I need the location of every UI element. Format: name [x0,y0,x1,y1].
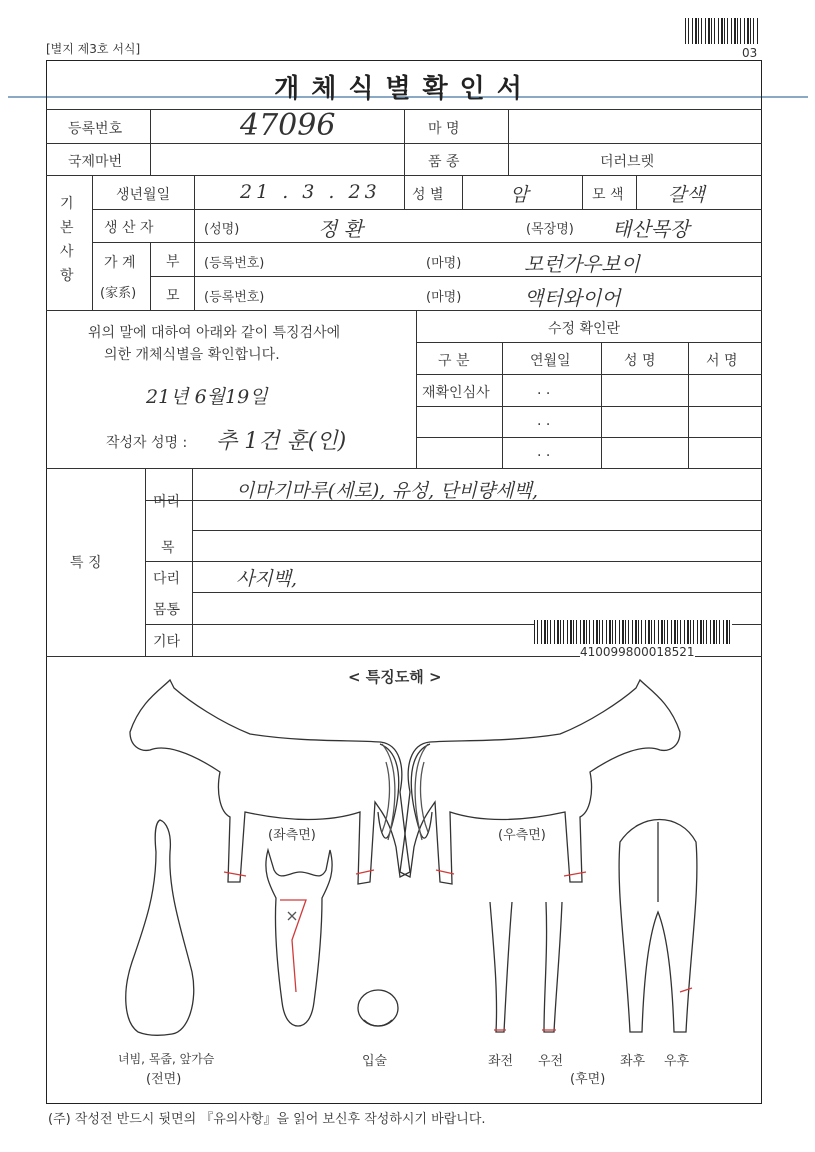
sire-name-value: 모런가우보이 [524,252,640,276]
rev-row1-type: 재확인심사 [422,385,490,401]
left-side-horse [130,680,410,884]
producer-name-value: 정 환 [318,217,363,241]
lips-label: 입술 [362,1054,388,1069]
dam-reg-hint: (등록번호) [204,290,265,305]
horse-diagram [60,672,750,1092]
front-label: (전면) [146,1072,182,1087]
legs-label: 다리 [153,571,181,587]
writer-label: 작성자 성명 : [106,435,188,451]
color-value: 갈색 [668,184,705,206]
head-label: 머리 [153,494,181,510]
basic-section-label: 기 본 사 항 [60,196,74,284]
rev-col-date: 연월일 [530,353,571,369]
breed-value: 더러브렛 [600,154,655,170]
front-neck-view [126,820,194,1035]
farm-value: 태산목장 [612,217,690,241]
dam-name-value: 액터와이어 [524,286,621,310]
rev-row3-date: . . [537,444,551,460]
writer-value: 추 1건 훈(인) [216,429,347,454]
body-label: 몸통 [153,602,181,618]
revision-title: 수정 확인란 [548,321,621,337]
features-section-label: 특 징 [70,555,102,571]
lips-view [358,990,398,1026]
top-barcode [685,18,761,44]
right-side-horse [400,680,680,884]
barcode-number: 410099800018521 [580,645,695,659]
reg-no-value: 47096 [240,108,336,143]
producer-name-hint: (성명) [204,222,240,237]
breed-label: 품 종 [428,154,460,170]
neck-label: 목 [161,540,175,556]
sire-name-hint: (마명) [426,256,462,271]
pedigree-label: 가 계 [104,255,136,271]
page-number: 03 [742,46,758,60]
neck-caption: 녀빔, 목줍, 앞가슴 [118,1052,215,1066]
footer-note: (주) 작성전 반드시 뒷면의 『유의사항』을 읽어 보신후 작성하시기 바랍니다. [48,1112,486,1127]
rev-row2-date: . . [537,413,551,429]
dam-name-hint: (마명) [426,290,462,305]
sex-label: 성 별 [412,187,444,203]
rev-row1-date: . . [537,382,551,398]
rear-view [619,820,697,1033]
color-label: 모 색 [592,187,624,203]
form-reference: [별지 제3호 서식] [46,42,141,56]
producer-label: 생 산 자 [104,220,154,236]
rear-left-label: 좌후 [620,1054,646,1069]
sex-value: 암 [510,184,529,206]
horse-name-label: 마 명 [428,121,460,137]
rear-label: (후면) [570,1072,606,1087]
confirm-date: 21년 6월19일 [146,386,268,408]
pedigree-label-hanja: (家系) [100,286,137,301]
right-side-label: (우측면) [498,828,546,843]
diagram-title: < 특징도해 > [348,668,442,686]
head-front-view [266,850,332,1026]
document-barcode [534,620,732,644]
head-value: 이마기마루(세로), 유성, 단비량세백, [236,480,538,502]
intl-no-label: 국제마번 [68,154,123,170]
front-right-label: 우전 [538,1054,564,1069]
front-left-label: 좌전 [488,1054,514,1069]
sire-reg-hint: (등록번호) [204,256,265,271]
rev-col-sign: 서 명 [706,353,738,369]
farm-hint: (목장명) [526,222,574,237]
confirm-statement-line1: 위의 말에 대하여 아래와 같이 특징검사에 [88,325,341,341]
reg-no-label: 등록번호 [68,121,123,137]
rev-col-name: 성 명 [624,353,656,369]
front-legs-view [490,902,562,1032]
birth-value: 21 . 3 . 23 [240,181,381,203]
legs-value: 사지백, [236,568,298,590]
rev-col-type: 구 분 [438,353,470,369]
left-side-label: (좌측면) [268,828,316,843]
form-title: 개체식별확인서 [274,74,534,104]
sire-label: 부 [166,254,180,270]
birth-label: 생년월일 [116,187,171,203]
confirm-statement-line2: 의한 개체식별을 확인합니다. [104,347,280,363]
rear-right-label: 우후 [664,1054,690,1069]
other-label: 기타 [153,634,181,650]
dam-label: 모 [166,288,180,304]
